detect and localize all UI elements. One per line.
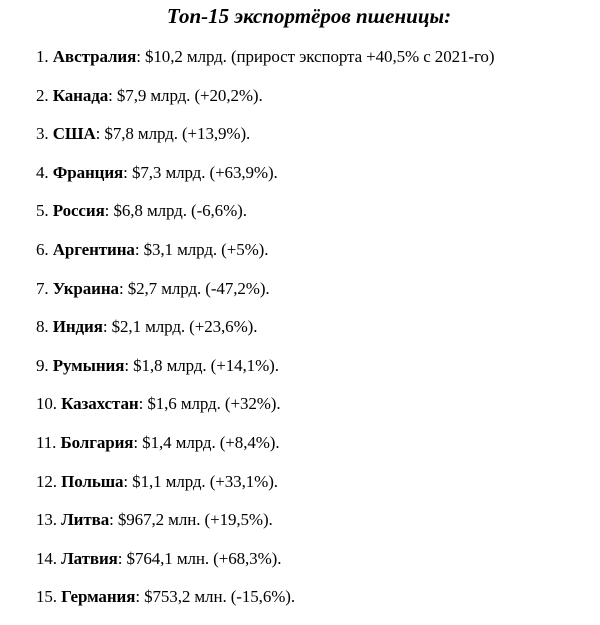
list-item <box>36 84 494 123</box>
list-item <box>36 508 494 547</box>
item-number: 5. <box>36 201 49 221</box>
list-item <box>36 238 494 277</box>
country-name: Румыния <box>52 355 125 375</box>
country-name: Казахстан <box>61 394 139 414</box>
item-number: 13. <box>36 510 57 530</box>
export-value: : $1,4 млрд. (+8,4%). <box>133 432 280 452</box>
country-name: Германия <box>61 587 136 607</box>
export-value: : $2,1 млрд. (+23,6%). <box>102 317 258 337</box>
item-number: 15. <box>36 587 57 607</box>
item-number: 12. <box>36 471 57 491</box>
country-name: Украина <box>52 278 119 298</box>
export-value: : $1,1 млрд. (+33,1%). <box>123 471 278 491</box>
item-number: 3. <box>36 124 49 144</box>
item-number: 7. <box>36 278 49 298</box>
export-value: : $10,2 млрд. (прирост экспорта +40,5% с 2021-го) <box>136 47 495 66</box>
country-name: Польша <box>61 471 124 491</box>
country-name: Канада <box>52 85 109 105</box>
item-number: 6. <box>36 239 49 259</box>
country-name: Латвия <box>61 548 118 568</box>
export-value: : $967,2 млн. (+19,5%). <box>109 510 273 530</box>
export-value: : $3,1 млрд. (+5%). <box>134 239 269 259</box>
list-item <box>36 315 494 354</box>
list-item <box>36 122 494 161</box>
export-value: : $7,8 млрд. (+13,9%). <box>95 124 251 144</box>
list-item <box>36 431 494 470</box>
export-value: : $6,8 млрд. (-6,6%). <box>104 201 247 221</box>
country-name: Литва <box>61 510 110 530</box>
country-name: Россия <box>52 201 105 221</box>
list-item <box>36 585 494 624</box>
item-number: 11. <box>36 432 57 452</box>
item-number: 1. <box>36 47 49 66</box>
country-name: Болгария <box>60 432 134 452</box>
item-number: 10. <box>36 394 57 414</box>
list-item <box>36 199 494 238</box>
list-item <box>36 161 494 200</box>
export-value: : $2,7 млрд. (-47,2%). <box>118 278 270 298</box>
country-name: США <box>52 124 96 144</box>
list-item <box>36 547 494 586</box>
export-value: : $764,1 млн. (+68,3%). <box>117 548 282 568</box>
country-name: Франция <box>52 162 124 182</box>
export-value: : $7,3 млрд. (+63,9%). <box>123 162 278 182</box>
item-number: 14. <box>36 548 57 568</box>
item-number: 4. <box>36 162 49 182</box>
item-number: 9. <box>36 355 49 375</box>
list-item <box>36 277 494 316</box>
list-item <box>36 470 494 509</box>
item-number: 2. <box>36 85 49 105</box>
list-item <box>36 392 494 431</box>
country-name: Австралия <box>52 47 137 66</box>
export-value: : $753,2 млн. (-15,6%). <box>135 587 295 607</box>
export-value: : $1,8 млрд. (+14,1%). <box>124 355 279 375</box>
list-item <box>36 354 494 393</box>
document-title: Топ-15 экспортёров пшеницы: <box>166 4 452 28</box>
country-name: Аргентина <box>52 239 135 259</box>
export-value: : $1,6 млрд. (+32%). <box>138 394 281 414</box>
list-item <box>36 45 494 84</box>
country-name: Индия <box>52 317 103 337</box>
export-value: : $7,9 млрд. (+20,2%). <box>108 85 263 105</box>
exporters-list <box>36 45 494 624</box>
item-number: 8. <box>36 317 49 337</box>
